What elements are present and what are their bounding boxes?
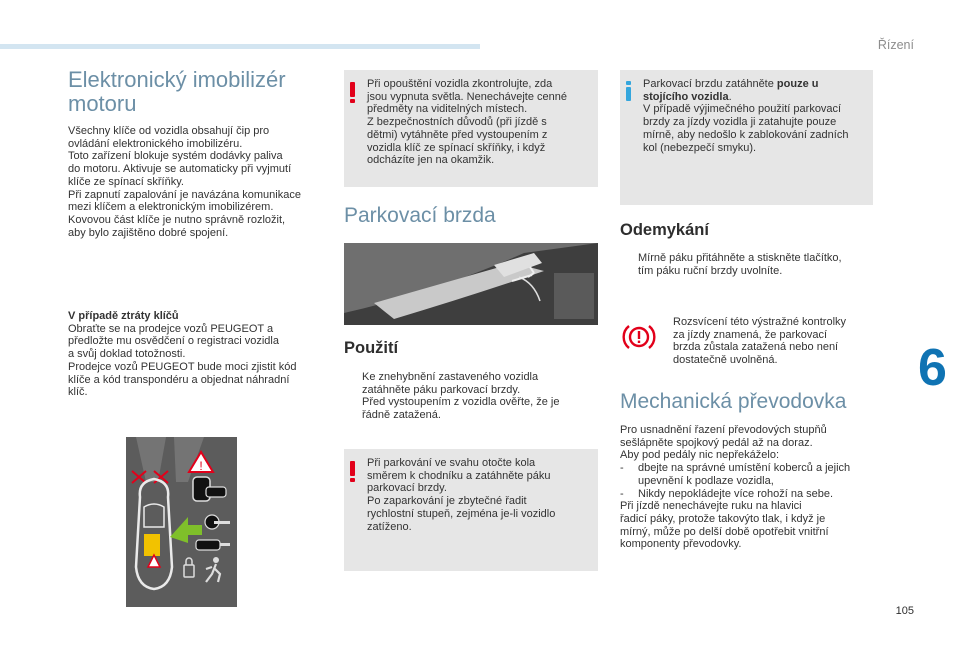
warning-box-slope-parking: Při parkování ve svahu otočte kola směrem k chodníku a zatáhněte páku parkovací brzdy. Po zaparkování je zbytečné řadit rychlostní stupeň, zejména je-li vozidlo zatíženo. — [344, 449, 598, 571]
page-number: 105 — [895, 605, 914, 617]
use-heading: Použití — [344, 339, 399, 357]
brake-warning-lamp-icon — [622, 322, 656, 352]
parking-brake-heading: Parkovací brzda — [344, 204, 496, 227]
gearbox-heading: Mechanická převodovka — [620, 390, 847, 413]
list-item: Mírně páku přitáhněte a stiskněte tlačítko, tím páku ruční brzdy uvolníte. — [638, 252, 842, 277]
svg-text:!: ! — [199, 459, 203, 473]
lost-keys-title: V případě ztráty klíčů — [68, 310, 179, 322]
brake-warning-text: Rozsvícení této výstražné kontrolky za jízdy znamená, že parkovací brzda zůstala zatažená nebo není dostatečně uvolněná. — [673, 316, 847, 367]
immobilizer-intro: Všechny klíče od vozidla obsahují čip pro ovládání elektronického imobilizéru. Toto zařízení blokuje systém dodávky paliva do motoru. Aktivuje se automaticky při vyjmutí klíče ze spínací skříňky. Při zapnutí zapalování je navázána komunikace mezi klíčem a elektronickým imobilizérem. Kovovou část klíče je nutno správně rozložit, aby bylo zajištěno dobré spojení. — [68, 125, 301, 239]
immobilizer-illustration — [126, 437, 237, 607]
info-box-parking-brake: Parkovací brzdu zatáhněte pouze u stojícího vozidla. V případě výjimečného použití parkovací brzdy za jízdy vozidla ji zatahujte pouze mírně, aby nedošlo k zablokování zadních kol (nebezpečí smyku). — [620, 70, 873, 205]
list-item: - Nikdy nepokládejte více rohoží na sebe. — [620, 487, 834, 500]
immobilizer-heading: Elektronický imobilizér motoru — [68, 67, 286, 116]
unlock-list — [620, 252, 872, 277]
gearbox-text: Pro usnadnění řazení převodových stupňů sešlápněte spojkový pedál až na doraz. Aby pod pedály nic nepřekáželo: - dbejte na správné umístění koberců a jejich upevnění k podlaze vozidla, - Nikdy nepokládejte více rohoží na sebe. Při jízdě nenechávejte ruku na hlavici řadicí páky, protože takovýto tlak, i když je mírný, může po delší době opotřebit vnitřní komponenty převodovky. — [620, 424, 882, 551]
warning-icon — [350, 82, 356, 103]
warning-box-leaving-vehicle: Při opouštění vozidla zkontrolujte, zda jsou vypnuta světla. Nenechávejte cenné předměty na viditelných místech. Z bezpečnostních důvodů (při jízdě s dětmi) vytáhněte před vystoupením z vozidla klíč ze spínací skříňky, i když odcházíte jen na okamžik. — [344, 70, 598, 187]
lost-keys-paragraph: V případě ztráty klíčů Obraťte se na prodejce vozů PEUGEOT a předložte mu osvědčení o registraci vozidla a svůj doklad totožnosti. Prodejce vozů PEUGEOT bude moci zjistit kód klíče a kód transpondéru a objednat náhradní klíč. — [68, 310, 330, 399]
header-bar — [0, 44, 480, 49]
warning-icon — [350, 461, 356, 482]
list-item: - dbejte na správné umístění koberců a jejich upevnění k podlaze vozidla, — [620, 462, 851, 487]
use-list — [344, 371, 594, 422]
unlock-heading: Odemykání — [620, 221, 709, 239]
list-item: Ke znehybnění zastaveného vozidla zatáhněte páku parkovací brzdy. — [362, 371, 539, 396]
section-label: Řízení — [877, 38, 914, 52]
info-icon — [626, 81, 632, 101]
chapter-number: 6 — [918, 339, 947, 397]
list-item: Před vystoupením z vozidla ověřte, že je řádně zatažená. — [362, 396, 560, 422]
parking-brake-photo — [344, 243, 598, 325]
